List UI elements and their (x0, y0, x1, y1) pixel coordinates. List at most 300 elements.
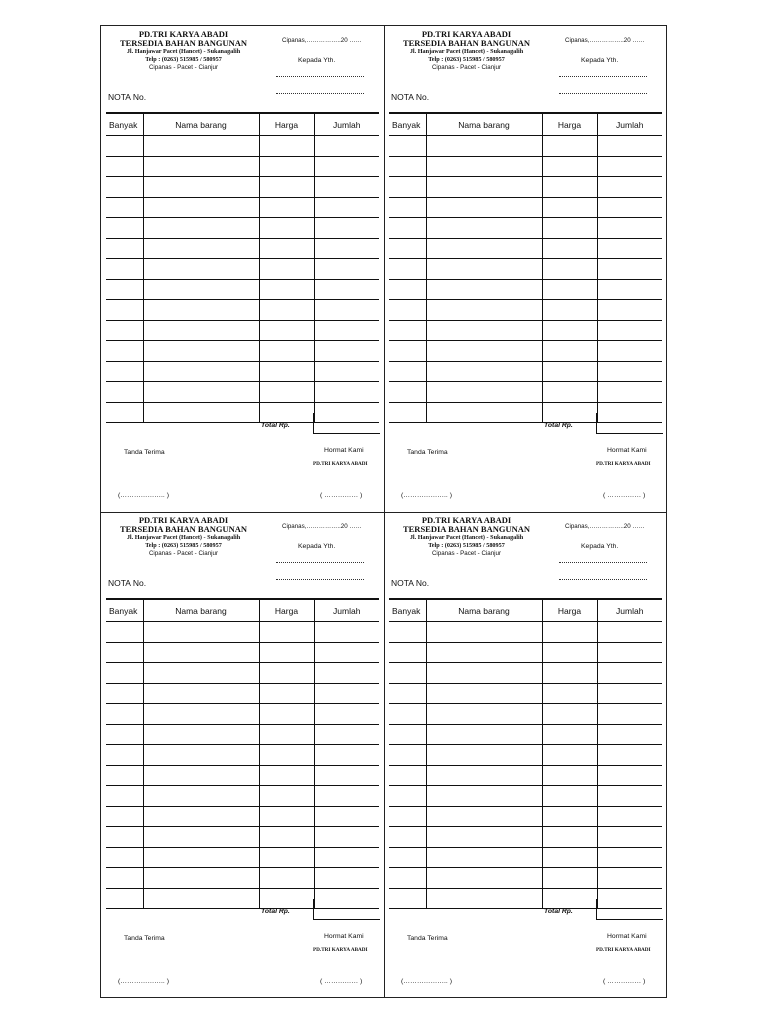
table-cell[interactable] (389, 806, 426, 827)
company-name: PD.TRI KARYA ABADI (138, 515, 229, 525)
table-cell[interactable] (542, 765, 597, 786)
table-cell[interactable] (259, 156, 314, 177)
table-cell[interactable] (143, 177, 259, 198)
company-address: Jl. Hanjawar Pacet (Hancet) - Sukanagalih (409, 534, 524, 541)
table-cell[interactable] (597, 745, 662, 766)
table-cell[interactable] (106, 724, 143, 745)
table-cell[interactable] (314, 177, 379, 198)
table-cell[interactable] (314, 300, 379, 321)
table-cell[interactable] (542, 238, 597, 259)
table-cell[interactable] (106, 177, 143, 198)
table-cell[interactable] (389, 177, 426, 198)
column-header: Nama barang (143, 600, 259, 622)
table-row (389, 300, 662, 321)
items-table (106, 598, 379, 900)
table-cell[interactable] (426, 218, 542, 239)
table-cell[interactable] (389, 259, 426, 280)
table-cell[interactable] (389, 218, 426, 239)
table-cell[interactable] (314, 868, 379, 889)
table-cell[interactable] (597, 683, 662, 704)
table-cell[interactable] (106, 683, 143, 704)
table-cell[interactable] (314, 622, 379, 643)
table-cell[interactable] (542, 704, 597, 725)
table-cell[interactable] (106, 847, 143, 868)
table-cell[interactable] (597, 218, 662, 239)
table-cell[interactable] (389, 238, 426, 259)
table-cell[interactable] (426, 341, 542, 362)
table-cell[interactable] (143, 724, 259, 745)
table-cell[interactable] (106, 197, 143, 218)
table-row (389, 320, 662, 341)
table-cell[interactable] (542, 279, 597, 300)
table-cell[interactable] (542, 197, 597, 218)
table-row (106, 704, 379, 725)
table-cell[interactable] (143, 827, 259, 848)
sender-signature: ( …………… ) (320, 492, 363, 499)
table-cell[interactable] (542, 300, 597, 321)
table-cell[interactable] (259, 765, 314, 786)
table-cell[interactable] (259, 136, 314, 157)
table-cell[interactable] (314, 279, 379, 300)
table-row (389, 218, 662, 239)
table-cell[interactable] (259, 320, 314, 341)
table-cell[interactable] (106, 259, 143, 280)
table-cell[interactable] (106, 786, 143, 807)
table-row (106, 218, 379, 239)
table-cell[interactable] (597, 704, 662, 725)
table-cell[interactable] (389, 279, 426, 300)
table-cell[interactable] (389, 642, 426, 663)
table-cell[interactable] (314, 197, 379, 218)
table-cell[interactable] (259, 724, 314, 745)
table-cell[interactable] (426, 806, 542, 827)
recipient-line-1[interactable] (559, 70, 647, 77)
table-cell[interactable] (426, 259, 542, 280)
table-cell[interactable] (597, 197, 662, 218)
table-cell[interactable] (426, 382, 542, 403)
table-cell[interactable] (389, 847, 426, 868)
table-header-row (106, 600, 379, 622)
total-label: Total Rp. (544, 422, 573, 429)
table-cell[interactable] (542, 683, 597, 704)
table-cell[interactable] (314, 218, 379, 239)
table-cell[interactable] (426, 704, 542, 725)
nota-form (384, 26, 667, 512)
table-cell[interactable] (597, 827, 662, 848)
table-cell[interactable] (389, 868, 426, 889)
company-address: Jl. Hanjawar Pacet (Hancet) - Sukanagalih (126, 534, 241, 541)
table-cell[interactable] (143, 622, 259, 643)
table-cell[interactable] (314, 704, 379, 725)
table-cell[interactable] (542, 663, 597, 684)
recipient-line-1[interactable] (559, 556, 647, 563)
table-cell[interactable] (597, 156, 662, 177)
table-cell[interactable] (143, 765, 259, 786)
table-cell[interactable] (426, 279, 542, 300)
table-row (389, 786, 662, 807)
table-cell[interactable] (143, 279, 259, 300)
table-cell[interactable] (389, 827, 426, 848)
table-cell[interactable] (106, 341, 143, 362)
table-cell[interactable] (426, 642, 542, 663)
company-signature-name: PD.TRI KARYA ABADI (596, 947, 651, 953)
company-address: Jl. Hanjawar Pacet (Hancet) - Sukanagalih (126, 48, 241, 55)
table-cell[interactable] (259, 341, 314, 362)
table-cell[interactable] (542, 745, 597, 766)
table-cell[interactable] (259, 868, 314, 889)
table-cell[interactable] (597, 177, 662, 198)
table-cell[interactable] (597, 847, 662, 868)
total-row (106, 899, 379, 926)
table-cell[interactable] (597, 622, 662, 643)
table-cell[interactable] (106, 382, 143, 403)
table-row (106, 341, 379, 362)
table-cell[interactable] (389, 663, 426, 684)
table-row (106, 197, 379, 218)
kepada-label: Kepada Yth. (298, 57, 336, 64)
table-cell[interactable] (143, 806, 259, 827)
table-cell[interactable] (389, 765, 426, 786)
table-cell[interactable] (389, 300, 426, 321)
table-cell[interactable] (259, 177, 314, 198)
table-cell[interactable] (259, 683, 314, 704)
table-cell[interactable] (143, 663, 259, 684)
table-cell[interactable] (426, 765, 542, 786)
table-cell[interactable] (542, 724, 597, 745)
total-row (389, 899, 662, 926)
nota-form (384, 512, 667, 998)
table-cell[interactable] (314, 847, 379, 868)
table-cell[interactable] (106, 361, 143, 382)
table-cell[interactable] (314, 683, 379, 704)
table-cell[interactable] (259, 847, 314, 868)
table-cell[interactable] (314, 320, 379, 341)
table-cell[interactable] (542, 177, 597, 198)
table-cell[interactable] (259, 745, 314, 766)
total-box[interactable] (596, 899, 663, 920)
table-cell[interactable] (314, 361, 379, 382)
table-row (389, 704, 662, 725)
table-row (106, 724, 379, 745)
table-cell[interactable] (143, 197, 259, 218)
table-cell[interactable] (314, 642, 379, 663)
table-cell[interactable] (597, 786, 662, 807)
table-cell[interactable] (259, 361, 314, 382)
table-row (106, 156, 379, 177)
table-cell[interactable] (389, 320, 426, 341)
table-cell[interactable] (143, 320, 259, 341)
table-cell[interactable] (542, 320, 597, 341)
table-row (106, 827, 379, 848)
table-cell[interactable] (106, 663, 143, 684)
table-cell[interactable] (426, 786, 542, 807)
table-cell[interactable] (106, 218, 143, 239)
table-cell[interactable] (143, 683, 259, 704)
table-cell[interactable] (259, 642, 314, 663)
table-cell[interactable] (143, 361, 259, 382)
table-cell[interactable] (389, 622, 426, 643)
table-cell[interactable] (426, 361, 542, 382)
items-table (389, 598, 662, 900)
table-cell[interactable] (426, 320, 542, 341)
table-cell[interactable] (314, 341, 379, 362)
table-row (389, 136, 662, 157)
table-row (389, 177, 662, 198)
table-row (389, 259, 662, 280)
table-header-row (389, 600, 662, 622)
table-row (389, 341, 662, 362)
table-row (389, 361, 662, 382)
table-cell[interactable] (106, 745, 143, 766)
table-cell[interactable] (314, 156, 379, 177)
table-cell[interactable] (259, 279, 314, 300)
table-row (106, 320, 379, 341)
table-cell[interactable] (314, 745, 379, 766)
table-cell[interactable] (259, 622, 314, 643)
table-cell[interactable] (426, 745, 542, 766)
table-cell[interactable] (542, 786, 597, 807)
table-cell[interactable] (597, 765, 662, 786)
table-row (106, 847, 379, 868)
company-signature-name: PD.TRI KARYA ABADI (313, 947, 368, 953)
table-cell[interactable] (389, 704, 426, 725)
table-cell[interactable] (106, 806, 143, 827)
table-cell[interactable] (259, 218, 314, 239)
recipient-line-1[interactable] (276, 556, 364, 563)
table-cell[interactable] (106, 827, 143, 848)
receiver-signature: (……………….. ) (118, 978, 169, 985)
table-cell[interactable] (106, 136, 143, 157)
company-phone: Telp : (0263) 515985 / 580957 (428, 56, 505, 63)
table-cell[interactable] (597, 238, 662, 259)
table-cell[interactable] (542, 868, 597, 889)
table-row (106, 382, 379, 403)
table-cell[interactable] (143, 704, 259, 725)
table-row (389, 663, 662, 684)
date-line: Cipanas,……………..20 …… (282, 37, 362, 44)
date-line: Cipanas,……………..20 …… (565, 523, 645, 530)
table-cell[interactable] (389, 197, 426, 218)
tanda-terima-label: Tanda Terima (407, 935, 448, 942)
table-cell[interactable] (314, 259, 379, 280)
hormat-kami-label: Hormat Kami (324, 933, 364, 940)
table-cell[interactable] (426, 238, 542, 259)
table-cell[interactable] (426, 683, 542, 704)
table-cell[interactable] (259, 300, 314, 321)
table-cell[interactable] (106, 300, 143, 321)
table-cell[interactable] (143, 156, 259, 177)
column-header: Jumlah (597, 600, 662, 622)
table-cell[interactable] (106, 622, 143, 643)
company-signature-name: PD.TRI KARYA ABADI (313, 461, 368, 467)
recipient-line-2[interactable] (559, 87, 647, 94)
nota-number-label: NOTA No. (108, 578, 147, 588)
table-cell[interactable] (259, 238, 314, 259)
table-cell[interactable] (597, 382, 662, 403)
table-row (106, 622, 379, 643)
recipient-line-2[interactable] (276, 573, 364, 580)
table-cell[interactable] (143, 238, 259, 259)
table-cell[interactable] (426, 177, 542, 198)
table-cell[interactable] (143, 341, 259, 362)
table-cell[interactable] (314, 382, 379, 403)
table-cell[interactable] (314, 786, 379, 807)
table-cell[interactable] (143, 382, 259, 403)
table-cell[interactable] (259, 827, 314, 848)
table-cell[interactable] (259, 259, 314, 280)
table-row (389, 724, 662, 745)
table-cell[interactable] (426, 663, 542, 684)
table-cell[interactable] (106, 642, 143, 663)
total-label: Total Rp. (261, 908, 290, 915)
table-cell[interactable] (106, 765, 143, 786)
column-header: Jumlah (314, 600, 379, 622)
company-name: PD.TRI KARYA ABADI (421, 515, 512, 525)
table-cell[interactable] (597, 663, 662, 684)
table-cell[interactable] (314, 238, 379, 259)
table-cell[interactable] (426, 868, 542, 889)
items-table (389, 112, 662, 414)
column-header: Jumlah (597, 114, 662, 136)
table-cell[interactable] (314, 136, 379, 157)
table-cell[interactable] (542, 259, 597, 280)
table-cell[interactable] (143, 786, 259, 807)
table-cell[interactable] (143, 745, 259, 766)
table-cell[interactable] (314, 806, 379, 827)
table-cell[interactable] (106, 238, 143, 259)
table-cell[interactable] (426, 847, 542, 868)
company-phone: Telp : (0263) 515985 / 580957 (428, 542, 505, 549)
table-cell[interactable] (426, 724, 542, 745)
table-header-row (106, 114, 379, 136)
table-cell[interactable] (542, 156, 597, 177)
recipient-line-1[interactable] (276, 70, 364, 77)
hormat-kami-label: Hormat Kami (607, 447, 647, 454)
table-cell[interactable] (106, 868, 143, 889)
table-cell[interactable] (106, 704, 143, 725)
table-cell[interactable] (542, 136, 597, 157)
table-row (389, 279, 662, 300)
total-box[interactable] (313, 413, 380, 434)
table-cell[interactable] (597, 300, 662, 321)
table-cell[interactable] (597, 279, 662, 300)
table-cell[interactable] (597, 320, 662, 341)
receiver-signature: (……………….. ) (118, 492, 169, 499)
sender-signature: ( …………… ) (603, 978, 646, 985)
table-cell[interactable] (389, 745, 426, 766)
table-cell[interactable] (389, 786, 426, 807)
table-cell[interactable] (143, 218, 259, 239)
total-label: Total Rp. (544, 908, 573, 915)
table-cell[interactable] (143, 847, 259, 868)
table-cell[interactable] (597, 724, 662, 745)
table-cell[interactable] (259, 197, 314, 218)
table-cell[interactable] (542, 847, 597, 868)
table-cell[interactable] (597, 868, 662, 889)
table-cell[interactable] (106, 279, 143, 300)
table-row (389, 765, 662, 786)
table-cell[interactable] (259, 382, 314, 403)
table-cell[interactable] (597, 642, 662, 663)
company-city: Cipanas - Pacet - Cianjur (148, 550, 219, 557)
table-cell[interactable] (389, 156, 426, 177)
table-cell[interactable] (314, 663, 379, 684)
column-header: Harga (259, 600, 314, 622)
recipient-line-2[interactable] (276, 87, 364, 94)
kepada-label: Kepada Yth. (298, 543, 336, 550)
table-cell[interactable] (389, 382, 426, 403)
table-cell[interactable] (542, 341, 597, 362)
total-box[interactable] (596, 413, 663, 434)
table-cell[interactable] (389, 683, 426, 704)
table-cell[interactable] (389, 136, 426, 157)
table-cell[interactable] (314, 827, 379, 848)
table-cell[interactable] (314, 765, 379, 786)
total-box[interactable] (313, 899, 380, 920)
table-cell[interactable] (259, 786, 314, 807)
table-cell[interactable] (542, 361, 597, 382)
table-cell[interactable] (542, 642, 597, 663)
company-city: Cipanas - Pacet - Cianjur (431, 550, 502, 557)
total-label: Total Rp. (261, 422, 290, 429)
table-cell[interactable] (143, 300, 259, 321)
column-header: Banyak (106, 600, 143, 622)
table-cell[interactable] (389, 724, 426, 745)
table-cell[interactable] (426, 300, 542, 321)
date-line: Cipanas,……………..20 …… (565, 37, 645, 44)
table-cell[interactable] (106, 320, 143, 341)
table-row (106, 300, 379, 321)
nota-form (101, 512, 384, 998)
table-cell[interactable] (259, 806, 314, 827)
table-cell[interactable] (389, 361, 426, 382)
table-row (106, 663, 379, 684)
table-cell[interactable] (143, 868, 259, 889)
table-cell[interactable] (542, 382, 597, 403)
table-cell[interactable] (106, 156, 143, 177)
table-cell[interactable] (143, 259, 259, 280)
table-cell[interactable] (389, 341, 426, 362)
table-cell[interactable] (426, 136, 542, 157)
table-cell[interactable] (597, 341, 662, 362)
table-cell[interactable] (426, 827, 542, 848)
table-cell[interactable] (542, 827, 597, 848)
recipient-line-2[interactable] (559, 573, 647, 580)
tanda-terima-label: Tanda Terima (407, 449, 448, 456)
company-phone: Telp : (0263) 515985 / 580957 (145, 542, 222, 549)
table-cell[interactable] (542, 622, 597, 643)
sender-signature: ( …………… ) (603, 492, 646, 499)
table-cell[interactable] (259, 704, 314, 725)
table-cell[interactable] (426, 622, 542, 643)
table-cell[interactable] (426, 156, 542, 177)
column-header: Nama barang (426, 600, 542, 622)
table-cell[interactable] (597, 136, 662, 157)
table-cell[interactable] (542, 218, 597, 239)
table-row (106, 786, 379, 807)
table-cell[interactable] (259, 663, 314, 684)
table-cell[interactable] (597, 806, 662, 827)
table-cell[interactable] (597, 259, 662, 280)
table-cell[interactable] (143, 136, 259, 157)
table-cell[interactable] (143, 642, 259, 663)
table-cell[interactable] (426, 197, 542, 218)
table-cell[interactable] (597, 361, 662, 382)
table-cell[interactable] (542, 806, 597, 827)
table-cell[interactable] (314, 724, 379, 745)
table-row (389, 642, 662, 663)
column-header: Jumlah (314, 114, 379, 136)
